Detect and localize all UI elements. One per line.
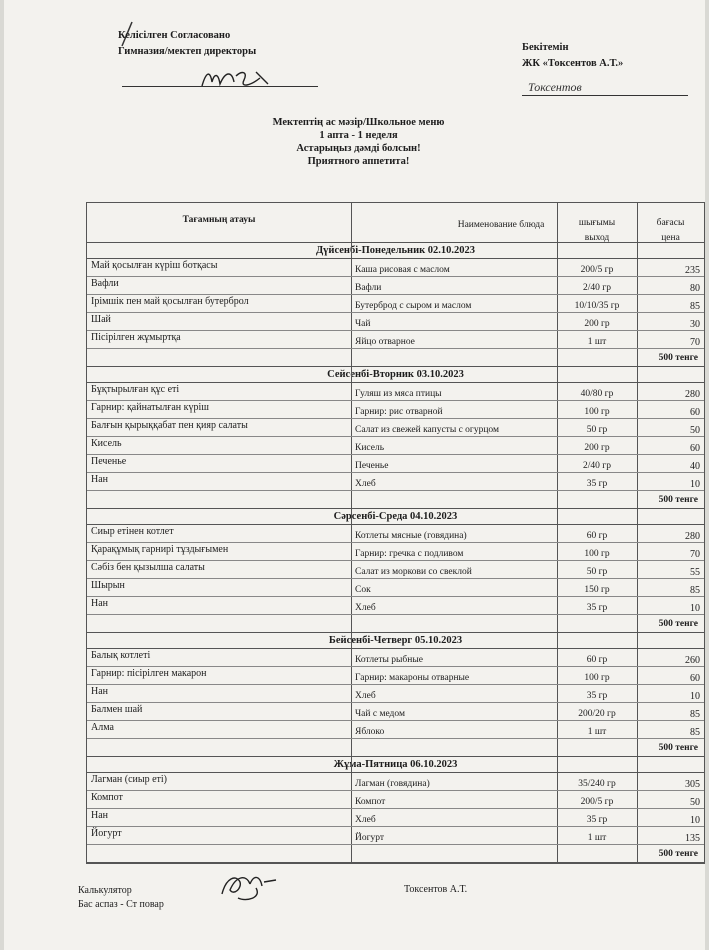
menu-table — [86, 202, 705, 864]
item-price: 280 — [685, 389, 700, 400]
item-name-ru: Гарнир: рис отварной — [355, 407, 443, 417]
item-name-ru: Котлеты мясные (говядина) — [355, 531, 467, 541]
item-price: 135 — [685, 833, 700, 844]
item-name-ru: Вафли — [355, 283, 382, 293]
footer-name: Токсентов А.Т. — [404, 884, 468, 895]
item-output: 200/20 гр — [578, 709, 616, 719]
table-row — [87, 473, 704, 491]
item-price: 60 — [690, 407, 700, 418]
day-total: 500 тенге — [658, 619, 698, 629]
item-price: 10 — [690, 691, 700, 702]
table-header — [87, 203, 704, 243]
menu-document — [4, 0, 705, 950]
table-row — [87, 649, 704, 667]
table-row — [87, 703, 704, 721]
table-row — [87, 543, 704, 561]
day-total: 500 тенге — [658, 743, 698, 753]
item-name-kz: Шырын — [91, 580, 125, 591]
confirmation-line1: Бекітемін — [522, 42, 569, 53]
item-price: 55 — [690, 567, 700, 578]
table-row — [87, 313, 704, 331]
item-name-kz: Пісірілген жұмыртқа — [91, 332, 181, 343]
item-name-ru: Лагман (говядина) — [355, 779, 430, 789]
item-name-ru: Печенье — [355, 461, 389, 471]
item-price: 60 — [690, 673, 700, 684]
item-name-kz: Йогурт — [91, 828, 122, 839]
day-heading: Жұма-Пятница 06.10.2023 — [87, 757, 704, 773]
item-name-kz: Нан — [91, 686, 109, 697]
header-output-kz: шығымы — [578, 218, 616, 228]
item-name-kz: Нан — [91, 598, 109, 609]
item-price: 10 — [690, 815, 700, 826]
item-name-kz: Май қосылған күріш ботқасы — [91, 260, 218, 271]
item-output: 1 шт — [587, 833, 607, 843]
day-heading: Дүйсенбі-Понедельник 02.10.2023 — [87, 243, 704, 259]
item-name-kz: Қарақұмық гарнирі тұздығымен — [91, 544, 229, 555]
item-output: 1 шт — [587, 337, 607, 347]
item-name-kz: Ірімшік пен май қосылған бутерброл — [91, 296, 249, 307]
item-output: 10/10/35 гр — [574, 301, 620, 311]
confirmation-block — [522, 40, 623, 72]
day-heading: Сейсенбі-Вторник 03.10.2023 — [87, 367, 704, 383]
table-row — [87, 419, 704, 437]
header-price — [637, 216, 704, 246]
item-output: 100 гр — [584, 549, 610, 559]
item-name-ru: Котлеты рыбные — [355, 655, 423, 665]
item-name-ru: Каша рисовая с маслом — [355, 265, 450, 275]
item-name-ru: Чай — [355, 319, 371, 329]
day-heading: Сәрсенбі-Среда 04.10.2023 — [87, 509, 704, 525]
item-price: 50 — [690, 425, 700, 436]
item-output: 60 гр — [586, 531, 608, 541]
item-name-ru: Хлеб — [355, 815, 376, 825]
table-row — [87, 809, 704, 827]
item-name-ru: Салат из моркови со свеклой — [355, 567, 472, 577]
table-row — [87, 401, 704, 419]
item-price: 260 — [685, 655, 700, 666]
item-output: 35 гр — [586, 479, 608, 489]
item-name-kz: Бұқтырылған құс еті — [91, 384, 180, 395]
item-price: 305 — [685, 779, 700, 790]
item-output: 2/40 гр — [583, 283, 611, 293]
day-total-row — [87, 491, 704, 509]
item-output: 35 гр — [586, 603, 608, 613]
item-name-kz: Балғын қырыққабат пен қияр салаты — [91, 420, 248, 431]
table-row — [87, 437, 704, 455]
title-line3: Астарыңыз дәмді болсын! — [296, 143, 421, 154]
item-output: 35/240 гр — [578, 779, 616, 789]
table-row — [87, 791, 704, 809]
header-output — [557, 216, 637, 246]
item-name-ru: Компот — [355, 797, 386, 807]
item-price: 235 — [685, 265, 700, 276]
item-output: 50 гр — [586, 567, 608, 577]
confirmation-line2: ЖК «Токсентов А.Т.» — [522, 58, 624, 69]
item-price: 10 — [690, 603, 700, 614]
item-name-kz: Кисель — [91, 438, 122, 449]
header-name-ru: Наименование блюда — [457, 220, 545, 230]
item-output: 150 гр — [584, 585, 610, 595]
table-row — [87, 259, 704, 277]
item-name-kz: Балық котлеті — [91, 650, 151, 661]
item-name-ru: Чай с медом — [355, 709, 405, 719]
item-name-ru: Хлеб — [355, 603, 376, 613]
day-heading: Бейсенбі-Четверг 05.10.2023 — [87, 633, 704, 649]
item-output: 35 гр — [586, 691, 608, 701]
item-output: 200/5 гр — [580, 797, 614, 807]
table-row — [87, 597, 704, 615]
item-name-ru: Яйцо отварное — [355, 337, 415, 347]
table-row — [87, 721, 704, 739]
table-row — [87, 579, 704, 597]
footer-calculator: Калькулятор — [78, 885, 132, 896]
item-name-ru: Йогурт — [355, 833, 385, 843]
item-name-ru: Салат из свежей капусты с огурцом — [355, 425, 499, 435]
days-body — [87, 243, 704, 863]
table-row — [87, 277, 704, 295]
item-name-kz: Нан — [91, 810, 109, 821]
item-name-kz: Нан — [91, 474, 109, 485]
item-name-ru: Гарнир: макароны отварные — [355, 673, 470, 683]
item-output: 40/80 гр — [580, 389, 614, 399]
chef-signature — [216, 868, 286, 904]
table-row — [87, 773, 704, 791]
item-output: 100 гр — [584, 407, 610, 417]
table-row — [87, 295, 704, 313]
table-row — [87, 455, 704, 473]
item-name-kz: Гарнир: қайнатылған күріш — [91, 402, 209, 413]
item-price: 280 — [685, 531, 700, 542]
table-row — [87, 827, 704, 845]
item-price: 85 — [690, 727, 700, 738]
item-price: 10 — [690, 479, 700, 490]
day-total: 500 тенге — [658, 353, 698, 363]
item-price: 70 — [690, 337, 700, 348]
item-price: 50 — [690, 797, 700, 808]
confirmation-signature-line — [522, 95, 688, 96]
item-name-kz: Алма — [91, 722, 114, 733]
approval-block — [118, 28, 256, 60]
item-price: 85 — [690, 585, 700, 596]
header-output-ru: выход — [584, 233, 610, 243]
item-output: 100 гр — [584, 673, 610, 683]
item-output: 2/40 гр — [583, 461, 611, 471]
item-name-ru: Бутерброд с сыром и маслом — [355, 301, 472, 311]
item-output: 50 гр — [586, 425, 608, 435]
item-price: 85 — [690, 709, 700, 720]
header-name-kz: Тағамның атауы — [182, 215, 256, 225]
header-price-ru: цена — [661, 233, 680, 243]
day-total: 500 тенге — [658, 495, 698, 505]
item-price: 40 — [690, 461, 700, 472]
approval-line1: Келісілген Согласовано — [118, 30, 231, 41]
item-output: 200/5 гр — [580, 265, 614, 275]
item-output: 35 гр — [586, 815, 608, 825]
item-name-kz: Шай — [91, 314, 111, 325]
footer-roles — [78, 884, 164, 912]
director-signature — [122, 64, 318, 94]
item-name-ru: Гарнир: гречка с подливом — [355, 549, 464, 559]
item-output: 60 гр — [586, 655, 608, 665]
item-price: 80 — [690, 283, 700, 294]
day-total-row — [87, 739, 704, 757]
item-name-kz: Печенье — [91, 456, 127, 467]
item-price: 85 — [690, 301, 700, 312]
item-output: 200 гр — [584, 319, 610, 329]
table-row — [87, 383, 704, 401]
item-name-ru: Кисель — [355, 443, 385, 453]
item-name-ru: Сок — [355, 585, 371, 595]
item-output: 200 гр — [584, 443, 610, 453]
item-price: 70 — [690, 549, 700, 560]
item-name-ru: Хлеб — [355, 691, 376, 701]
table-row — [87, 667, 704, 685]
item-price: 60 — [690, 443, 700, 454]
item-name-kz: Гарнир: пісірілген макарон — [91, 668, 207, 679]
footer-chef: Бас аспаз - Ст повар — [78, 899, 164, 910]
day-total-row — [87, 615, 704, 633]
day-total: 500 тенге — [658, 849, 698, 859]
table-row — [87, 331, 704, 349]
item-price: 30 — [690, 319, 700, 330]
item-output: 1 шт — [587, 727, 607, 737]
title-line4: Приятного аппетита! — [307, 156, 410, 167]
title-line1: Мектептің ас мәзір/Школьное меню — [272, 117, 445, 128]
menu-title — [4, 116, 709, 168]
approval-signature-line — [122, 86, 318, 87]
day-total-row — [87, 349, 704, 367]
header-price-kz: бағасы — [656, 218, 685, 228]
table-row — [87, 561, 704, 579]
item-name-kz: Сиыр етінен котлет — [91, 526, 174, 537]
table-row — [87, 685, 704, 703]
item-name-ru: Хлеб — [355, 479, 376, 489]
item-name-ru: Яблоко — [355, 727, 385, 737]
confirmation-handwritten-name: Токсентов — [528, 80, 582, 94]
item-name-kz: Компот — [91, 792, 123, 803]
title-line2: 1 апта - 1 неделя — [319, 130, 398, 141]
day-total-row — [87, 845, 704, 863]
item-name-kz: Сәбіз бен қызылша салаты — [91, 562, 205, 573]
approval-line2: Гимназия/мектеп директоры — [118, 46, 257, 57]
item-name-ru: Гуляш из мяса птицы — [355, 389, 442, 399]
table-row — [87, 525, 704, 543]
item-name-kz: Лагман (сиыр еті) — [91, 774, 167, 785]
item-name-kz: Балмен шай — [91, 704, 143, 715]
item-name-kz: Вафли — [91, 278, 119, 289]
